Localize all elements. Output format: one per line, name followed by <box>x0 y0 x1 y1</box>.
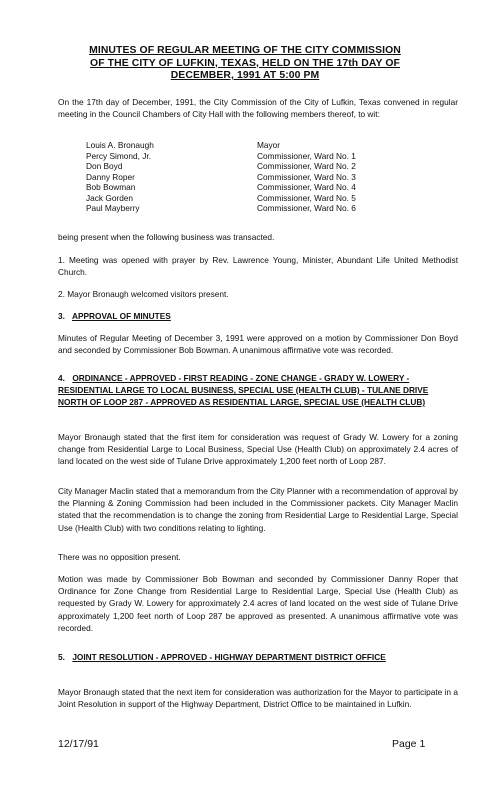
member-role: Commissioner, Ward No. 3 <box>257 171 356 182</box>
title-line-1: MINUTES OF REGULAR MEETING OF THE CITY COMMISSION <box>89 45 401 56</box>
member-row <box>86 203 386 214</box>
intro-paragraph: On the 17th day of December, 1991, the City Commission of the City of Lufkin, Texas convened in regular meeting in the Council Chambers of City Hall with the following members thereof, to wit: <box>58 97 458 120</box>
minutes-paragraph: Minutes of Regular Meeting of December 3, 1991 were approved on a motion by Commissioner Don Boyd and seconded by Commissioner Bob Bowman. A unanimous affirmative vote was recorded. <box>58 333 458 356</box>
section-title: ORDINANCE - APPROVED - FIRST READING - ZONE CHANGE - GRADY W. LOWERY - RESIDENTIAL LARGE TO LOCAL BUSINESS, SPECIAL USE (HEALTH CLUB) - TULANE DRIVE NORTH OF LOOP 287 - APPROVED AS RESIDENTIAL LARGE, SPECIAL USE (HEALTH CLUB) <box>58 373 429 407</box>
section-4-heading <box>58 372 458 408</box>
member-name: Jack Gorden <box>86 192 134 203</box>
member-row <box>86 182 386 193</box>
title-line-2: OF THE CITY OF LUFKIN, TEXAS, HELD ON THE 17th DAY OF <box>90 57 400 69</box>
member-row <box>86 140 386 151</box>
member-name: Paul Mayberry <box>86 203 140 213</box>
member-role: Commissioner, Ward No. 4 <box>257 182 356 192</box>
section-4-paragraph-1: Mayor Bronaugh stated that the first item for consideration was request of Grady W. Lowery for a zoning change from Residential Large to Local Business, Special Use (Health Club) on approximately 2.4 acres of land located on the west side of Tulane Drive approximately 1,200 feet north of Loop 287. <box>58 432 458 467</box>
member-name: Danny Roper <box>86 171 135 182</box>
member-name: Louis A. Bronaugh <box>86 140 154 150</box>
section-5-paragraph-1: Mayor Bronaugh stated that the next item for consideration was authorization for the Mayor to participate in a Joint Resolution in support of the Highway Department, District Office to be maintained in Lufkin. <box>58 687 458 710</box>
item-1-paragraph: 1. Meeting was opened with prayer by Rev. Lawrence Young, Minister, Abundant Life United Methodist Church. <box>58 255 458 278</box>
member-role: Commissioner, Ward No. 6 <box>257 203 356 213</box>
section-4-paragraph-2: City Manager Maclin stated that a memorandum from the City Planner with a recommendation of approval by the Planning & Zoning Commission had been included in the Commissioner packets. City Manager Maclin stated that the recommendation is to change the zoning from Residential Large to Residential Large, Special Use (Health Club) with two conditions relating to lighting. <box>58 486 458 533</box>
members-list <box>86 140 386 214</box>
title-line-3: DECEMBER, 1991 AT 5:00 PM <box>170 70 320 81</box>
section-4-paragraph-3: There was no opposition present. <box>58 552 181 562</box>
section-title: APPROVAL OF MINUTES <box>72 311 171 321</box>
member-name: Bob Bowman <box>86 182 136 192</box>
member-role: Commissioner, Ward No. 5 <box>257 192 356 203</box>
document-title <box>40 45 450 83</box>
member-row <box>86 172 386 183</box>
footer-date: 12/17/91 <box>58 738 99 750</box>
section-title: JOINT RESOLUTION - APPROVED - HIGHWAY DEPARTMENT DISTRICT OFFICE <box>72 652 386 662</box>
section-number: 3. <box>58 311 65 321</box>
section-5-heading <box>58 651 458 663</box>
member-name: Don Boyd <box>86 161 123 171</box>
member-role: Mayor <box>257 140 281 150</box>
footer-page-number: Page 1 <box>392 738 426 750</box>
section-number: 4. <box>58 373 65 383</box>
member-row <box>86 161 386 172</box>
item-2-paragraph: 2. Mayor Bronaugh welcomed visitors present. <box>58 289 229 299</box>
section-3-heading <box>58 310 458 322</box>
member-row <box>86 193 386 204</box>
section-number: 5. <box>58 652 65 662</box>
member-role: Commissioner, Ward No. 2 <box>257 161 356 171</box>
member-row <box>86 151 386 162</box>
member-role: Commissioner, Ward No. 1 <box>257 150 356 161</box>
member-name: Percy Simond, Jr. <box>86 150 152 161</box>
present-paragraph: being present when the following business was transacted. <box>58 232 275 242</box>
section-4-paragraph-4: Motion was made by Commissioner Bob Bowman and seconded by Commissioner Danny Roper that Ordinance for Zone Change from Residential Large to Residential Large, Special Use (Health Club) as requested by Grady W. Lowery for approximately 2.4 acres of land located on the west side of Tulane Drive approximately 1,200 feet north of Loop 287 be approved as presented. A unanimous affirmative vote was recorded. <box>58 574 458 633</box>
